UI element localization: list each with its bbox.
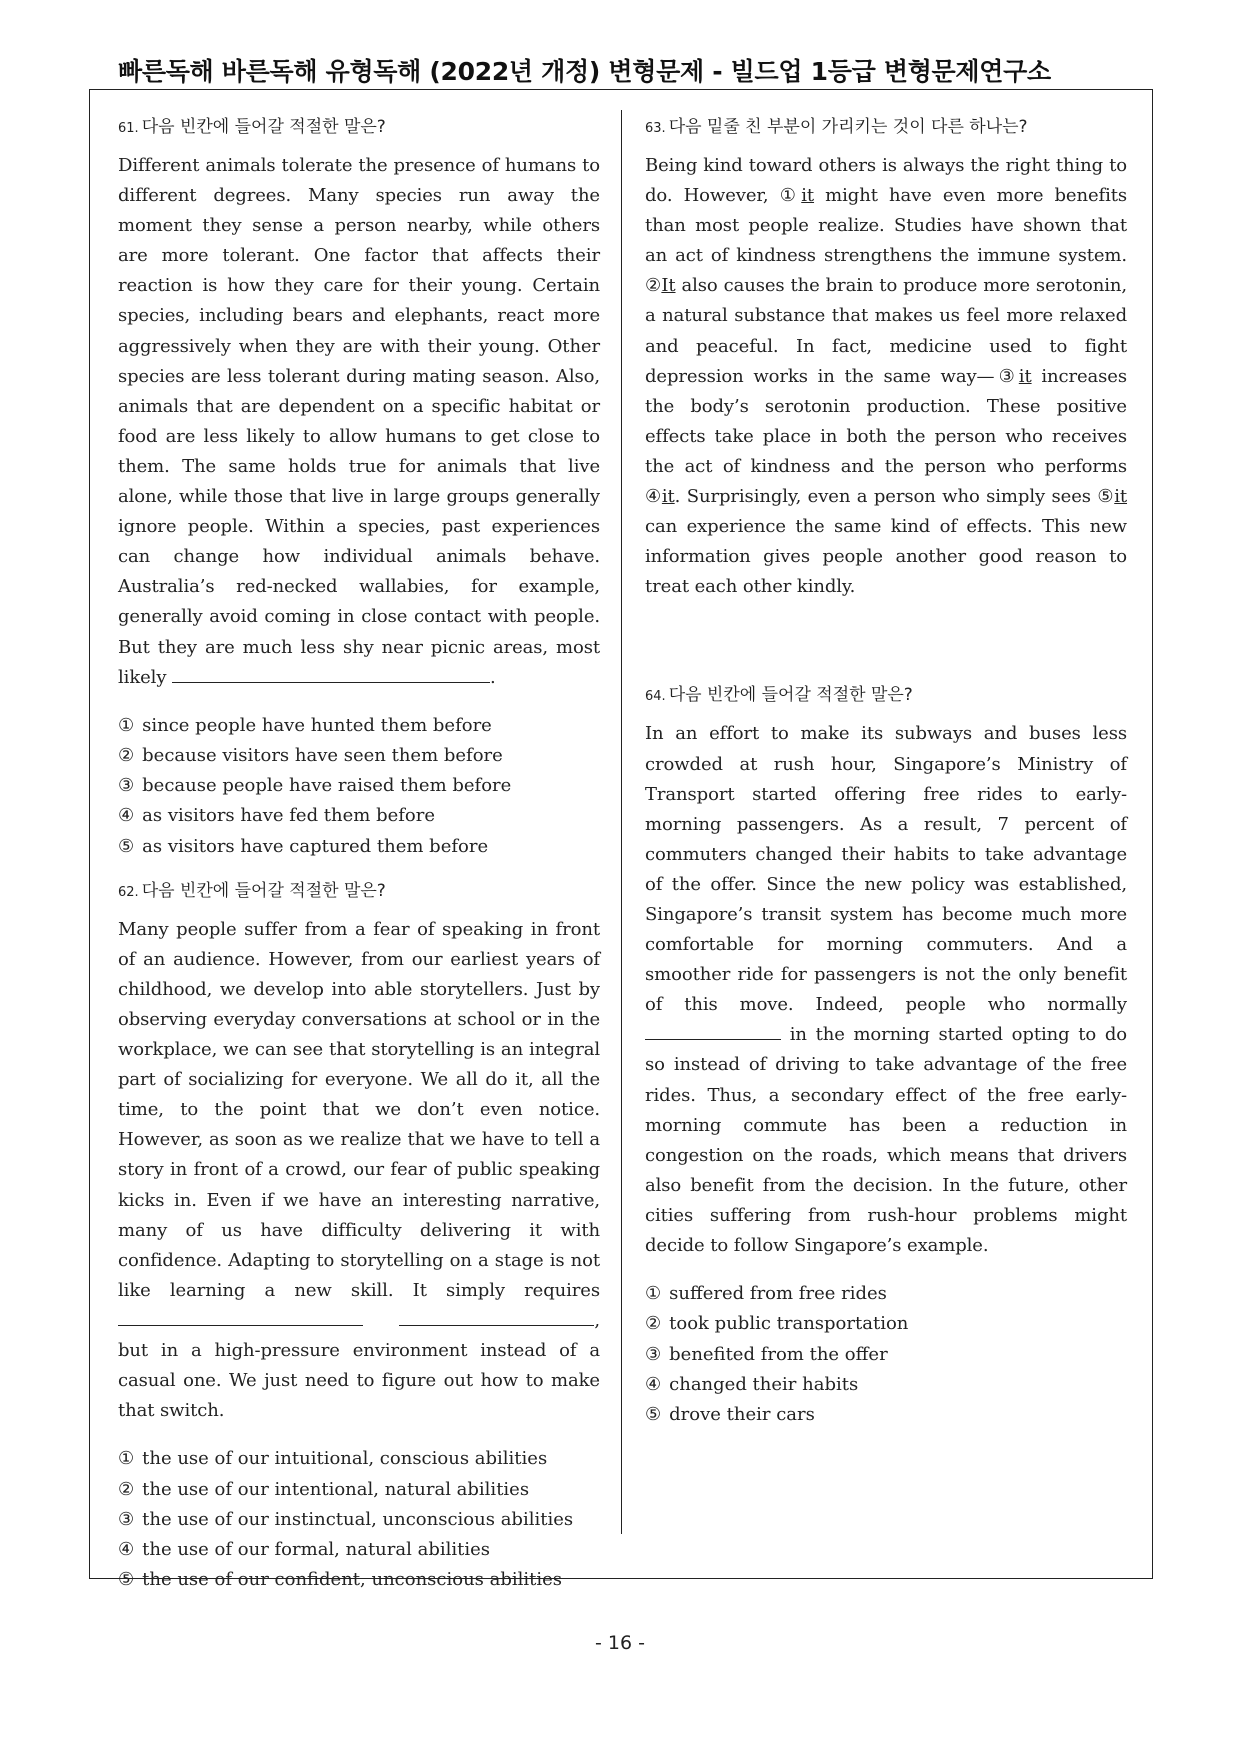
question-63-passage: Being kind toward others is always the right thing to do. However, ①it might have even more benefits than most people realize. Studies have shown that an act of kindness strengthens the immune system. ②It also causes the brain to produce more serotonin, a natural substance that makes us feel more relaxed and peaceful. In fact, medicine used to fight depression works in the same way—③it increases the body’s serotonin production. These positive effects take place in both the person who receives the act of kindness and the person who performs ④it. Surprisingly, even a person who simply sees ⑤it can experience the same kind of effects. This new information gives people another good reason to treat each other kindly. xyxy=(645,155,1128,598)
question-62-title xyxy=(118,876,600,901)
underlined-it-1: it xyxy=(801,185,815,207)
question-64 xyxy=(645,680,1127,1430)
question-62-blank-line2 xyxy=(399,1307,594,1326)
question-62-number: 62. xyxy=(118,884,139,900)
choice-item: ② took public transportation xyxy=(645,1313,909,1335)
choice-item: ③ the use of our instinctual, unconscious abilities xyxy=(118,1508,574,1530)
choice-item: ④ changed their habits xyxy=(645,1373,859,1395)
question-63-instruction: 다음 밑줄 친 부분이 가리키는 것이 다른 하나는? xyxy=(668,117,1028,137)
question-62-passage-end: , but in a high-pressure environment instead of a casual one. We just need to figure out how to make that switch. xyxy=(118,1309,600,1422)
question-62 xyxy=(118,876,600,1596)
question-62-choices xyxy=(118,1444,600,1595)
marker-3: ③ xyxy=(994,365,1019,387)
right-column xyxy=(645,112,1127,1430)
marker-2: ② xyxy=(645,275,662,297)
question-64-number: 64. xyxy=(645,689,666,705)
left-column xyxy=(118,112,600,1595)
question-61-blank xyxy=(172,664,490,683)
choice-item: ④ the use of our formal, natural abilities xyxy=(118,1538,490,1560)
question-62-passage-text: Many people suffer from a fear of speaking in front of an audience. However, from our earliest years of childhood, we develop into able storytellers. Just by observing everyday conversations at school or in the workplace, we can see that storytelling is an integral part of socializing for everyone. We all do it, all the time, to the point that we don’t even notice. However, as soon as we realize that we have to tell a story in front of a crowd, our fear of public speaking kicks in. Even if we have an interesting narrative, many of us have difficulty delivering it with confidence. Adapting to storytelling on a stage is not like learning a new skill. It simply requires xyxy=(118,918,600,1301)
marker-1: ① xyxy=(779,185,802,207)
question-63-number: 63. xyxy=(645,121,666,136)
underlined-it-2: It xyxy=(661,275,676,297)
choice-item: ⑤ the use of our confident, unconscious abilities xyxy=(118,1569,563,1591)
question-64-title xyxy=(645,680,1127,705)
question-64-choices xyxy=(645,1279,1127,1430)
question-62-instruction: 다음 빈칸에 들어갈 적절한 말은? xyxy=(141,880,386,901)
page-header-title: 빠른독해 바른독해 유형독해 (2022년 개정) 변형문제 - 빌드업 1등급 변형문제연구소 xyxy=(118,57,1051,86)
question-61-title xyxy=(118,112,600,137)
question-63 xyxy=(645,112,1127,602)
choice-item: ① suffered from free rides xyxy=(645,1283,887,1305)
question-64-instruction: 다음 빈칸에 들어갈 적절한 말은? xyxy=(668,685,913,706)
question-61-passage xyxy=(118,151,600,693)
question-64-passage-end: in the morning started opting to do so instead of driving to take advantage of the free rides. Thus, a secondary effect of the free early-morning commute has been a reduction in congestion on the roads, which means that drivers also benefit from the decision. In the future, other cities suffering from rush-hour problems might decide to follow Singapore’s example. xyxy=(645,1024,1127,1256)
question-63-title xyxy=(645,112,1127,137)
choice-item: ⑤ as visitors have captured them before xyxy=(118,835,489,857)
question-61-number: 61. xyxy=(118,121,139,136)
choice-item: ② because visitors have seen them before xyxy=(118,744,503,766)
question-61 xyxy=(118,112,600,862)
question-64-passage xyxy=(645,719,1127,1261)
choice-item: ③ because people have raised them before xyxy=(118,775,512,797)
page-number: - 16 - xyxy=(595,1632,645,1654)
choice-item: ③ benefited from the offer xyxy=(645,1343,888,1365)
choice-item: ④ as visitors have fed them before xyxy=(118,805,436,827)
question-61-passage-end: . xyxy=(490,666,496,688)
choice-item: ① since people have hunted them before xyxy=(118,714,492,736)
underlined-it-3: it xyxy=(1018,365,1032,387)
choice-item: ⑤ drove their cars xyxy=(645,1403,815,1425)
question-64-blank xyxy=(645,1021,781,1040)
marker-5: ⑤ xyxy=(1097,486,1115,508)
question-62-passage xyxy=(118,915,600,1427)
question-61-choices xyxy=(118,711,600,862)
question-61-passage-text: Different animals tolerate the presence of humans to different degrees. Many species run away the moment they sense a person nearby, while others are more tolerant. One factor that affects their reaction is how they care for their young. Certain species, including bears and elephants, react more aggressively when they are with their young. Other species are less tolerant during mating season. Also, animals that are dependent on a specific habitat or food are less likely to allow humans to get close to them. The same holds true for animals that live alone, while those that live in large groups generally ignore people. Within a species, past experiences can change how individual animals behave. Australia’s red-necked wallabies, for example, generally avoid coming in close contact with people. But they are much less shy near picnic areas, most likely xyxy=(118,155,600,688)
question-61-instruction: 다음 빈칸에 들어갈 적절한 말은? xyxy=(141,117,386,137)
choice-item: ① the use of our intuitional, conscious abilities xyxy=(118,1448,548,1470)
column-divider xyxy=(621,110,622,1534)
question-64-passage-text: In an effort to make its subways and buses less crowded at rush hour, Singapore’s Ministry of Transport started offering free rides to early-morning passengers. As a result, 7 percent of commuters changed their habits to take advantage of the offer. Since the new policy was established, Singapore’s transit system has become much more comfortable for morning commuters. And a smoother ride for passengers is not the only benefit of this move. Indeed, people who normally xyxy=(645,723,1127,1016)
underlined-it-4: it xyxy=(661,486,675,508)
question-62-blank-line1 xyxy=(118,1307,363,1326)
choice-item: ② the use of our intentional, natural abilities xyxy=(118,1478,530,1500)
marker-4: ④ xyxy=(645,486,662,508)
underlined-it-5: it xyxy=(1114,486,1128,508)
